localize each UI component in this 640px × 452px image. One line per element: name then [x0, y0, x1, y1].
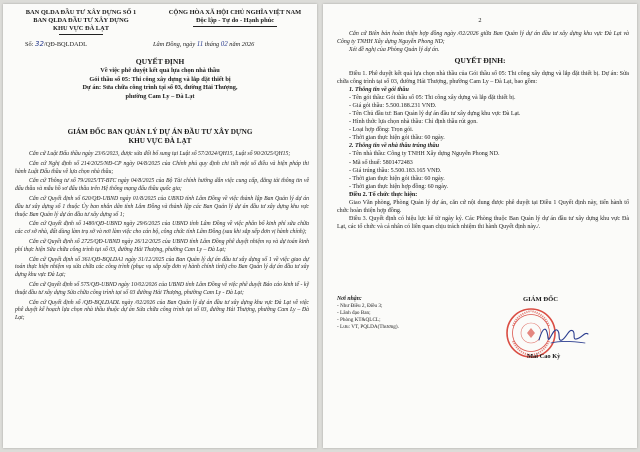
list-item: - Hình thức lựa chọn nhà thầu: Chỉ định thầu rút gọn.: [349, 119, 478, 126]
subject-line: Về việc phê duyệt kết quả lựa chọn nhà thầu: [100, 67, 220, 74]
list-item: - Giá gói thầu: 5.500.188.231 VNĐ.: [349, 103, 437, 110]
recipient-item: - Như Điều 2, Điều 3;: [337, 303, 383, 310]
article-2-text: Giao Văn phòng, Phòng Quản lý dự án, căn cứ nội dung được phê duyệt tại Điều 1 Quyết định này, tiến hành tổ chức hoàn thiện hợp đồng.: [337, 199, 629, 214]
document-number: [25, 40, 87, 48]
divider: [193, 26, 277, 27]
legal-basis-paragraph: Căn cứ Quyết định số 620/QĐ-UBND ngày 01/8/2025 của UBND tỉnh Lâm Đồng về việc thành lập Ban Quản lý dự án đầu tư xây dựng số 1 thuộc Ủy ban nhân dân tỉnh Lâm Đồng và thành lập các Ban Quản lý dự án đầu tư xây dựng khu vực thuộc Ban Quản lý dự án đầu tư xây dựng số 1;: [15, 196, 309, 218]
docno-prefix: Số:: [25, 41, 34, 48]
country-name: CỘNG HÒA XÃ HỘI CHỦ NGHĨA VIỆT NAM: [168, 9, 302, 16]
recipients-block: [337, 296, 399, 331]
org-line: KHU VỰC ĐÀ LẠT: [53, 25, 109, 32]
legal-basis-paragraph: Căn cứ Luật Đấu thầu ngày 23/6/2023, được sửa đổi bổ sung tại Luật số 57/2024/QH15, Luật số 90/2025/QH15;: [29, 151, 291, 157]
subject-line: Dự án: Sửa chữa công trình tại số 03, đường Hải Thượng,: [82, 84, 238, 92]
legal-basis-paragraph: Căn cứ Quyết định số 575/QĐ-UBND ngày 10/02/2026 của UBND tỉnh Lâm Đồng về việc phê duyệt Báo cáo kinh tế - kỹ thuật đầu tư xây dựng Sửa chữa công trình tại số 03 đường Hải Thượng, phường Cam Ly - Đà Lạt;: [15, 281, 309, 296]
list-item: - Tên nhà thầu: Công ty TNHH Xây dựng Nguyễn Phong ND.: [349, 151, 500, 158]
basis-paragraph: Căn cứ Biên bản hoàn thiện hợp đồng ngày /02/2026 giữa Ban Quản lý dự án đầu tư xây dựng khu vực Đà Lạt và Công ty TNHH Xây dựng Nguyễn Phong ND;: [337, 31, 629, 45]
org-line: BAN QLDA ĐẦU TƯ XÂY DỰNG SỐ 1: [25, 9, 137, 16]
authority-line: KHU VỰC ĐÀ LẠT: [128, 137, 192, 146]
legal-basis-paragraph: Căn cứ Nghị định số 214/2025/NĐ-CP ngày 04/8/2025 của Chính phủ quy định chi tiết một số điều và biện pháp thi hành Luật Đấu thầu về lựa chọn nhà thầu;: [15, 160, 309, 175]
signer-name: Mai Cao Kỳ: [527, 353, 561, 360]
list-item: - Thời gian thực hiện hợp đồng: 60 ngày.: [349, 183, 449, 190]
additional-basis: [337, 30, 629, 54]
legal-basis-paragraph: Căn cứ Quyết định số /QĐ-BQLDADL ngày /02/2026 của Ban Quản lý dự án đầu tư xây dựng khu vực Đà Lạt về việc phê duyệt kế hoạch lựa chọn nhà thầu thuộc dự án Sửa chữa công trình tại số 03, đường Hải Thượng, phường Cam Ly – Đà Lạt;: [15, 299, 309, 321]
recipient-item: - Phòng KT&QLCL;: [337, 317, 381, 324]
org-line: BAN QLDA ĐẦU TƯ XÂY DỰNG: [33, 17, 129, 24]
authority-line: GIÁM ĐỐC BAN QUẢN LÝ DỰ ÁN ĐẦU TƯ XÂY DỰNG: [67, 128, 253, 136]
list-item: - Thời gian thực hiện gói thầu: 60 ngày.: [349, 175, 445, 182]
basis-paragraph: Xét đề nghị của Phòng Quản lý dự án.: [349, 47, 440, 53]
list-item: - Giá trúng thầu: 5.500.183.165 VNĐ.: [349, 167, 442, 174]
legal-basis-paragraph: Căn cứ Quyết định số 2725/QĐ-UBND ngày 26/12/2025 của UBND tỉnh Lâm Đồng phê duyệt nhiệm vụ và dự toán kinh phí thực hiện Sửa chữa công trình tại số 03, đường Hải Thượng, phường Cam Ly – Đà Lạt;: [15, 238, 309, 253]
handwritten-signature: [535, 322, 591, 348]
list-item: - Thời gian thực hiện gói thầu: 60 ngày.: [349, 135, 445, 142]
motto: Độc lập - Tự do - Hạnh phúc: [195, 17, 275, 24]
divider: [59, 34, 103, 35]
decision-title: QUYẾT ĐỊNH: [135, 57, 185, 66]
signer-title: GIÁM ĐỐC: [523, 296, 558, 303]
legal-basis-paragraph: Căn cứ Thông tư số 79/2025/TT-BTC ngày 04/8/2025 của Bộ Tài chính hướng dẫn việc cung cấp, đăng tải thông tin về đấu thầu và mẫu hồ sơ đấu thầu trên Hệ thống mạng đấu thầu quốc gia;: [15, 178, 309, 193]
handwritten-number: 32: [34, 40, 44, 48]
recipient-item: - Lưu: VT, PQLDA(Thương).: [337, 324, 399, 331]
handwritten-day: 11: [196, 40, 204, 48]
list-item: - Mã số thuế: 5801472483: [349, 159, 413, 166]
decision-body: [337, 70, 629, 231]
legal-basis-paragraph: Căn cứ Quyết định số 1480/QĐ-UBND ngày 29/6/2025 của UBND tỉnh Lâm Đồng về việc phân bổ kinh phí sửa chữa các cơ sở nhà, đất dùng làm trụ sở và nơi làm việc cho cán bộ, công chức tỉnh Lâm Đồng (sau khi sắp xếp đơn vị hành chính);: [15, 221, 309, 236]
recipient-item: - Lãnh đạo Ban;: [337, 310, 371, 317]
recipients-title: Nơi nhận:: [337, 296, 362, 302]
list-item: - Tên Chủ đầu tư: Ban Quản lý dự án đầu tư xây dựng khu vực Đà Lạt.: [349, 111, 521, 118]
list-item: - Tên gói thầu: Gói thầu số 05: Thi công xây dựng và lắp đặt thiết bị.: [349, 95, 516, 102]
article-3: Điều 3. Quyết định có hiệu lực kể từ ngày ký. Các Phòng thuộc Ban Quản lý dự án đầu tư xây dựng khu vực Đà Lạt, các tổ chức và cá nhân có liên quan chịu trách nhiệm thi hành Quyết định này./.: [337, 215, 629, 230]
legal-basis: [15, 151, 309, 325]
article-1: Điều 1. Phê duyệt kết quả lựa chọn nhà thầu của Gói thầu số 05: Thi công xây dựng và lắp đặt thiết bị. Dự án: Sửa chữa công trình tại số 03, đường Hải Thượng, phường Cam Ly – Đà Lạt, bao gồm:: [337, 71, 629, 86]
subject-line: phường Cam Ly – Đà Lạt: [125, 92, 195, 100]
issue-date: [153, 40, 254, 48]
legal-basis-paragraph: Căn cứ Quyết định số 361/QĐ-BQLDA1 ngày 31/12/2025 của Ban Quản lý dự án đầu tư xây dựng số 1 về việc giao dự toán thực hiện nhiệm vụ sửa chữa các công trình (phục vụ sắp xếp đơn vị hành chính tỉnh) cho Ban Quản lý dự án đầu tư xây dựng khu vực Đà Lạt;: [15, 256, 309, 279]
issuing-organization: [7, 9, 155, 35]
article-2-heading: Điều 2. Tổ chức thực hiện:: [349, 191, 418, 198]
page-number: 2: [478, 17, 482, 24]
document-page-1: [3, 4, 317, 448]
date-text: năm 2026: [229, 41, 255, 48]
list-item: - Loại hợp đồng: Trọn gói.: [349, 127, 414, 134]
date-text: tháng: [204, 41, 220, 48]
decision-subject: [3, 67, 317, 101]
date-text: Lâm Đồng, ngày: [153, 41, 196, 48]
section-heading: 2. Thông tin về nhà thầu trúng thầu: [349, 143, 440, 150]
national-motto: [155, 9, 315, 27]
document-page-2: [323, 4, 637, 448]
docno-suffix: /QĐ-BQLDADL: [43, 41, 87, 48]
authority-heading: [3, 128, 317, 146]
subject-line: Gói thầu số 05: Thi công xây dựng và lắp đặt thiết bị: [89, 75, 231, 83]
section-heading: 1. Thông tin về gói thầu: [349, 87, 409, 94]
decision-heading: QUYẾT ĐỊNH:: [454, 56, 506, 65]
handwritten-month: 02: [220, 40, 228, 48]
